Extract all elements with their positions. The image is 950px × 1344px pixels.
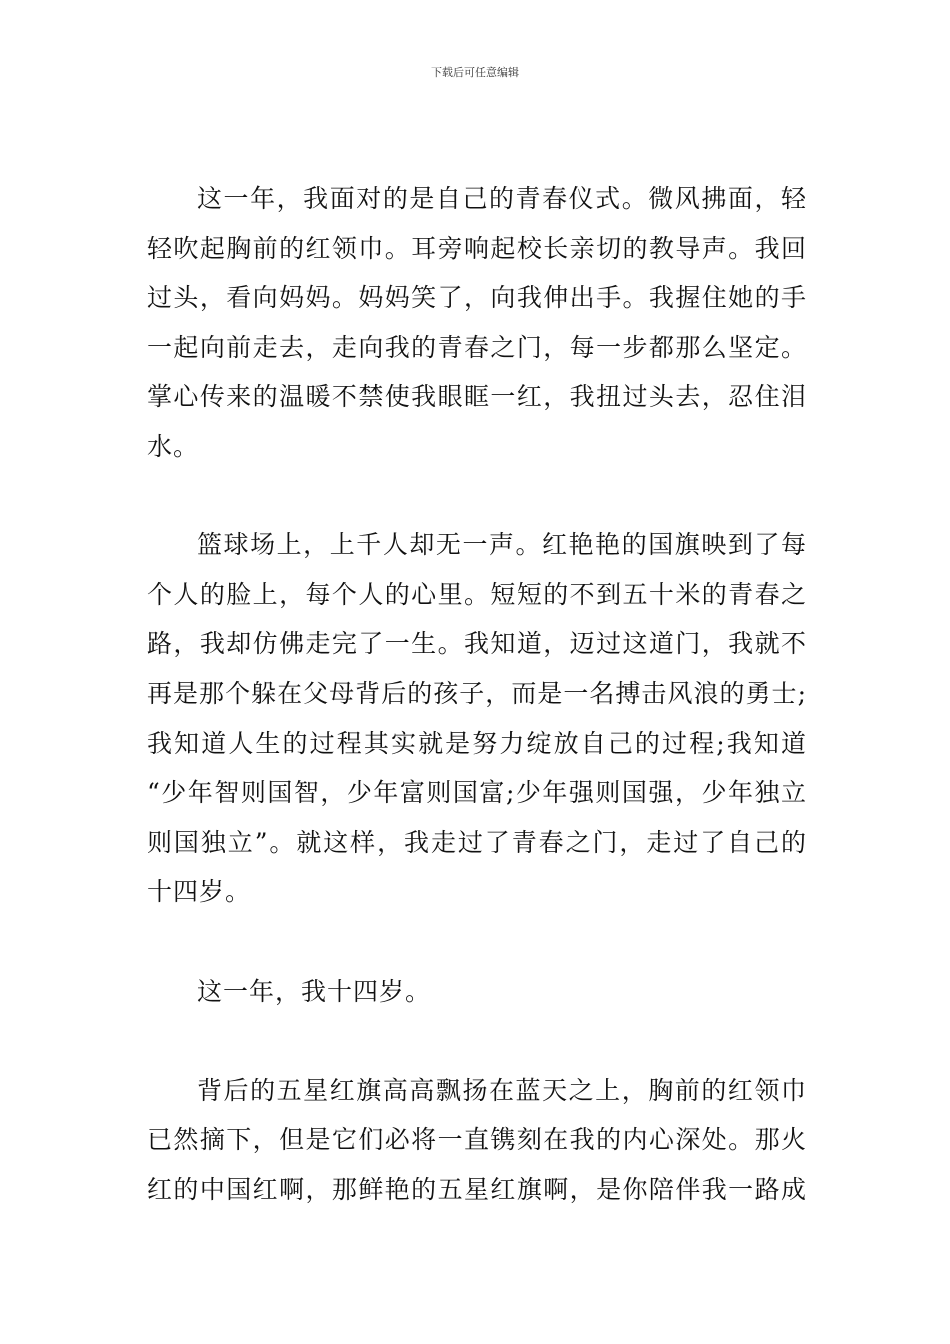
paragraph-1-line-2: 轻吹起胸前的红领巾。耳旁响起校长亲切的教导声。我回: [147, 234, 807, 263]
paragraph-4-line-2: 已然摘下，但是它们必将一直镌刻在我的内心深处。那火: [147, 1125, 807, 1154]
paragraph-1-line-3: 过头，看向妈妈。妈妈笑了，向我伸出手。我握住她的手: [147, 283, 807, 312]
paragraph-1-line-5: 掌心传来的温暖不禁使我眼眶一红，我扭过头去，忍住泪: [147, 382, 807, 411]
paragraph-4-line-3: 红的中国红啊，那鲜艳的五星红旗啊，是你陪伴我一路成: [147, 1175, 807, 1204]
paragraph-2-line-6: “少年智则国智，少年富则国富;少年强则国强，少年独立: [147, 778, 807, 807]
paragraph-1-line-1: 这一年，我面对的是自己的青春仪式。微风拂面，轻: [197, 184, 807, 213]
paragraph-1-line-4: 一起向前走去，走向我的青春之门，每一步都那么坚定。: [147, 333, 807, 362]
paragraph-2-line-1: 篮球场上，上千人却无一声。红艳艳的国旗映到了每: [197, 530, 807, 559]
paragraph-1-line-6: 水。: [147, 432, 200, 461]
paragraph-2-line-8: 十四岁。: [147, 877, 252, 906]
paragraph-2-line-7: 则国独立”。就这样，我走过了青春之门，走过了自己的: [147, 828, 807, 857]
paragraph-2-line-4: 再是那个躲在父母背后的孩子，而是一名搏击风浪的勇士;: [147, 679, 807, 708]
paragraph-4-line-1: 背后的五星红旗高高飘扬在蓝天之上，胸前的红领巾: [197, 1076, 807, 1105]
paragraph-2-line-2: 个人的脸上，每个人的心里。短短的不到五十米的青春之: [147, 580, 807, 609]
paragraph-3-line-1: 这一年，我十四岁。: [197, 977, 432, 1006]
header-note: 下载后可任意编辑: [431, 66, 519, 79]
paragraph-2-line-5: 我知道人生的过程其实就是努力绽放自己的过程;我知道: [147, 729, 807, 758]
paragraph-2-line-3: 路，我却仿佛走完了一生。我知道，迈过这道门，我就不: [147, 629, 807, 658]
